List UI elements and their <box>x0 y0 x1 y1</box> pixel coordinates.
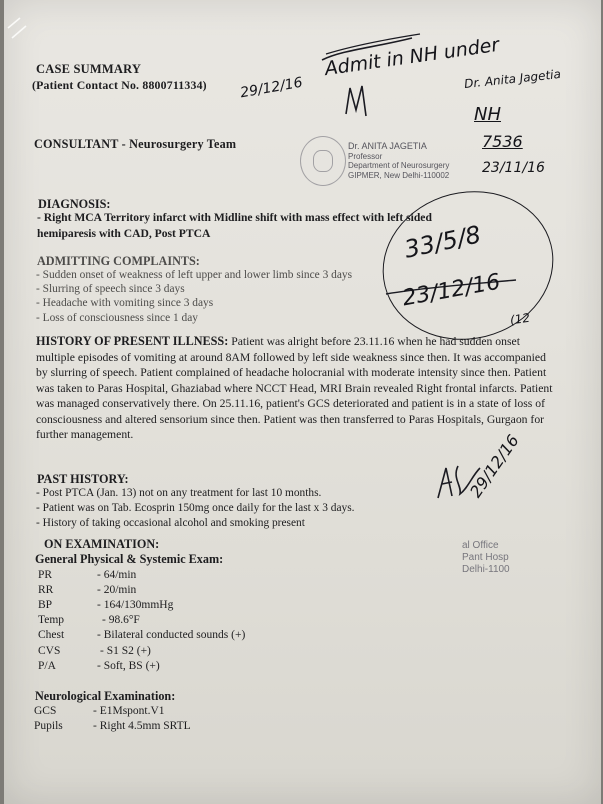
handwritten-number: 7536 <box>482 132 523 151</box>
handwritten-circle-bottom: 23/12/16 <box>400 269 503 312</box>
vital-value: - 64/min <box>97 569 137 581</box>
paper-crease-marks <box>4 0 34 40</box>
vital-label: BP <box>38 599 53 611</box>
vital-value: - S1 S2 (+) <box>100 645 151 657</box>
handwritten-admit-note: Admit in NH under <box>323 33 501 81</box>
vital-label: Chest <box>38 629 65 641</box>
neuro-exam-title: Neurological Examination: <box>35 689 176 703</box>
complaint-item: - Sudden onset of weakness of left upper and lower limb since 3 days <box>36 269 353 281</box>
vital-row-bp <box>38 599 338 614</box>
office-stamp <box>462 540 510 576</box>
office-stamp-line: Delhi-1100 <box>462 564 510 575</box>
past-history-list <box>36 486 355 531</box>
handwritten-circle <box>367 173 569 357</box>
handwritten-side-note: (12 <box>509 310 531 328</box>
case-summary-title: CASE SUMMARY <box>36 62 142 76</box>
complaints-list <box>36 268 352 325</box>
vital-label: Temp <box>38 614 65 626</box>
neuro-row-gcs <box>34 705 334 720</box>
handwritten-doctor-name: Dr. Anita Jagetia <box>463 66 562 92</box>
vital-value: - Bilateral conducted sounds (+) <box>97 629 246 641</box>
past-history-item: - Post PTCA (Jan. 13) not on any treatment for last 10 months. <box>36 487 322 499</box>
office-stamp-line: Pant Hosp <box>462 552 509 563</box>
stamp-line-1: Professor <box>348 151 383 161</box>
neuro-value: - E1Mspont.V1 <box>93 705 165 717</box>
vital-row-pr <box>38 569 338 584</box>
handwritten-sign-date: 29/12/16 <box>466 431 523 501</box>
doctor-stamp <box>348 142 449 180</box>
vital-value: - 98.6°F <box>102 614 140 626</box>
handwritten-circle-top: 33/5/8 <box>401 220 484 264</box>
history-title: HISTORY OF PRESENT ILLNESS: <box>36 334 229 348</box>
vital-row-rr <box>38 584 338 599</box>
vital-label: PR <box>38 569 53 581</box>
handwritten-date-top: 29/12/16 <box>239 74 304 102</box>
handwritten-date-right: 23/11/16 <box>482 160 545 176</box>
handwritten-nh: NH <box>474 104 501 125</box>
past-history-item: - History of taking occasional alcohol and smoking present <box>36 517 305 529</box>
diagnosis-text: - Right MCA Territory infarct with Midline shift with mass effect with left sided hemiparesis with CAD, Post PTCA <box>37 211 432 240</box>
vital-row-pa <box>38 660 338 675</box>
stamp-doctor-name: Dr. ANITA JAGETIA <box>348 141 427 151</box>
stamp-line-3: GIPMER, New Delhi-110002 <box>348 170 450 180</box>
office-stamp-line: al Office <box>462 540 499 551</box>
neuro-table <box>34 705 354 739</box>
past-history-title: PAST HISTORY: <box>37 472 129 486</box>
vital-label: CVS <box>38 645 61 657</box>
complaints-title: ADMITTING COMPLAINTS: <box>37 254 200 268</box>
document-page <box>4 0 601 804</box>
vitals-table <box>38 569 358 679</box>
complaint-item: - Loss of consciousness since 1 day <box>36 311 198 324</box>
examination-title: ON EXAMINATION: <box>44 537 160 551</box>
neuro-label: Pupils <box>34 720 63 732</box>
vital-row-temp <box>38 614 338 629</box>
diagnosis-title: DIAGNOSIS: <box>38 197 111 211</box>
handwritten-initials <box>342 82 376 122</box>
complaint-item: - Slurring of speech since 3 days <box>36 283 185 296</box>
history-paragraph <box>36 334 556 443</box>
complaint-item: - Headache with vomiting since 3 days <box>36 297 214 310</box>
department-seal <box>300 136 346 186</box>
neuro-row-pupils <box>34 720 334 735</box>
past-history-item: - Patient was on Tab. Ecosprin 150mg once daily for the last x 3 days. <box>36 502 355 514</box>
patient-contact: (Patient Contact No. 8800711334) <box>32 78 207 92</box>
vital-label: P/A <box>38 660 56 672</box>
neuro-label: GCS <box>34 705 57 717</box>
vital-row-chest <box>38 629 338 644</box>
consultant-line: CONSULTANT - Neurosurgery Team <box>34 137 237 151</box>
neuro-value: - Right 4.5mm SRTL <box>93 720 191 732</box>
stamp-line-2: Department of Neurosurgery <box>348 161 450 171</box>
history-text: Patient was alright before 23.11.16 when he had sudden onset multiple episodes of vomiting at around 8AM followed by left side weakness since then. It was accompanied by slurring of speech. Patient complained of headache holocranial with moderate intensity since then. Patient was taken to Paras Hospital, Ghaziabad where NCCT Head, MRI Brain revealed Right frontal infarcts. Patient was managed conservatively there. On 25.11.16, patient's GCS deteriorated and patient is in a state of loss of consciousness and altered sensorium since then. Patient was then transferred to Paras Hospitals, Gurgaon for further management. <box>36 335 553 441</box>
vital-value: - 164/130mmHg <box>97 599 174 611</box>
vital-label: RR <box>38 584 54 596</box>
general-exam-title: General Physical & Systemic Exam: <box>35 552 224 566</box>
vital-value: - Soft, BS (+) <box>97 660 160 672</box>
vital-row-cvs <box>38 645 338 660</box>
vital-value: - 20/min <box>97 584 137 596</box>
